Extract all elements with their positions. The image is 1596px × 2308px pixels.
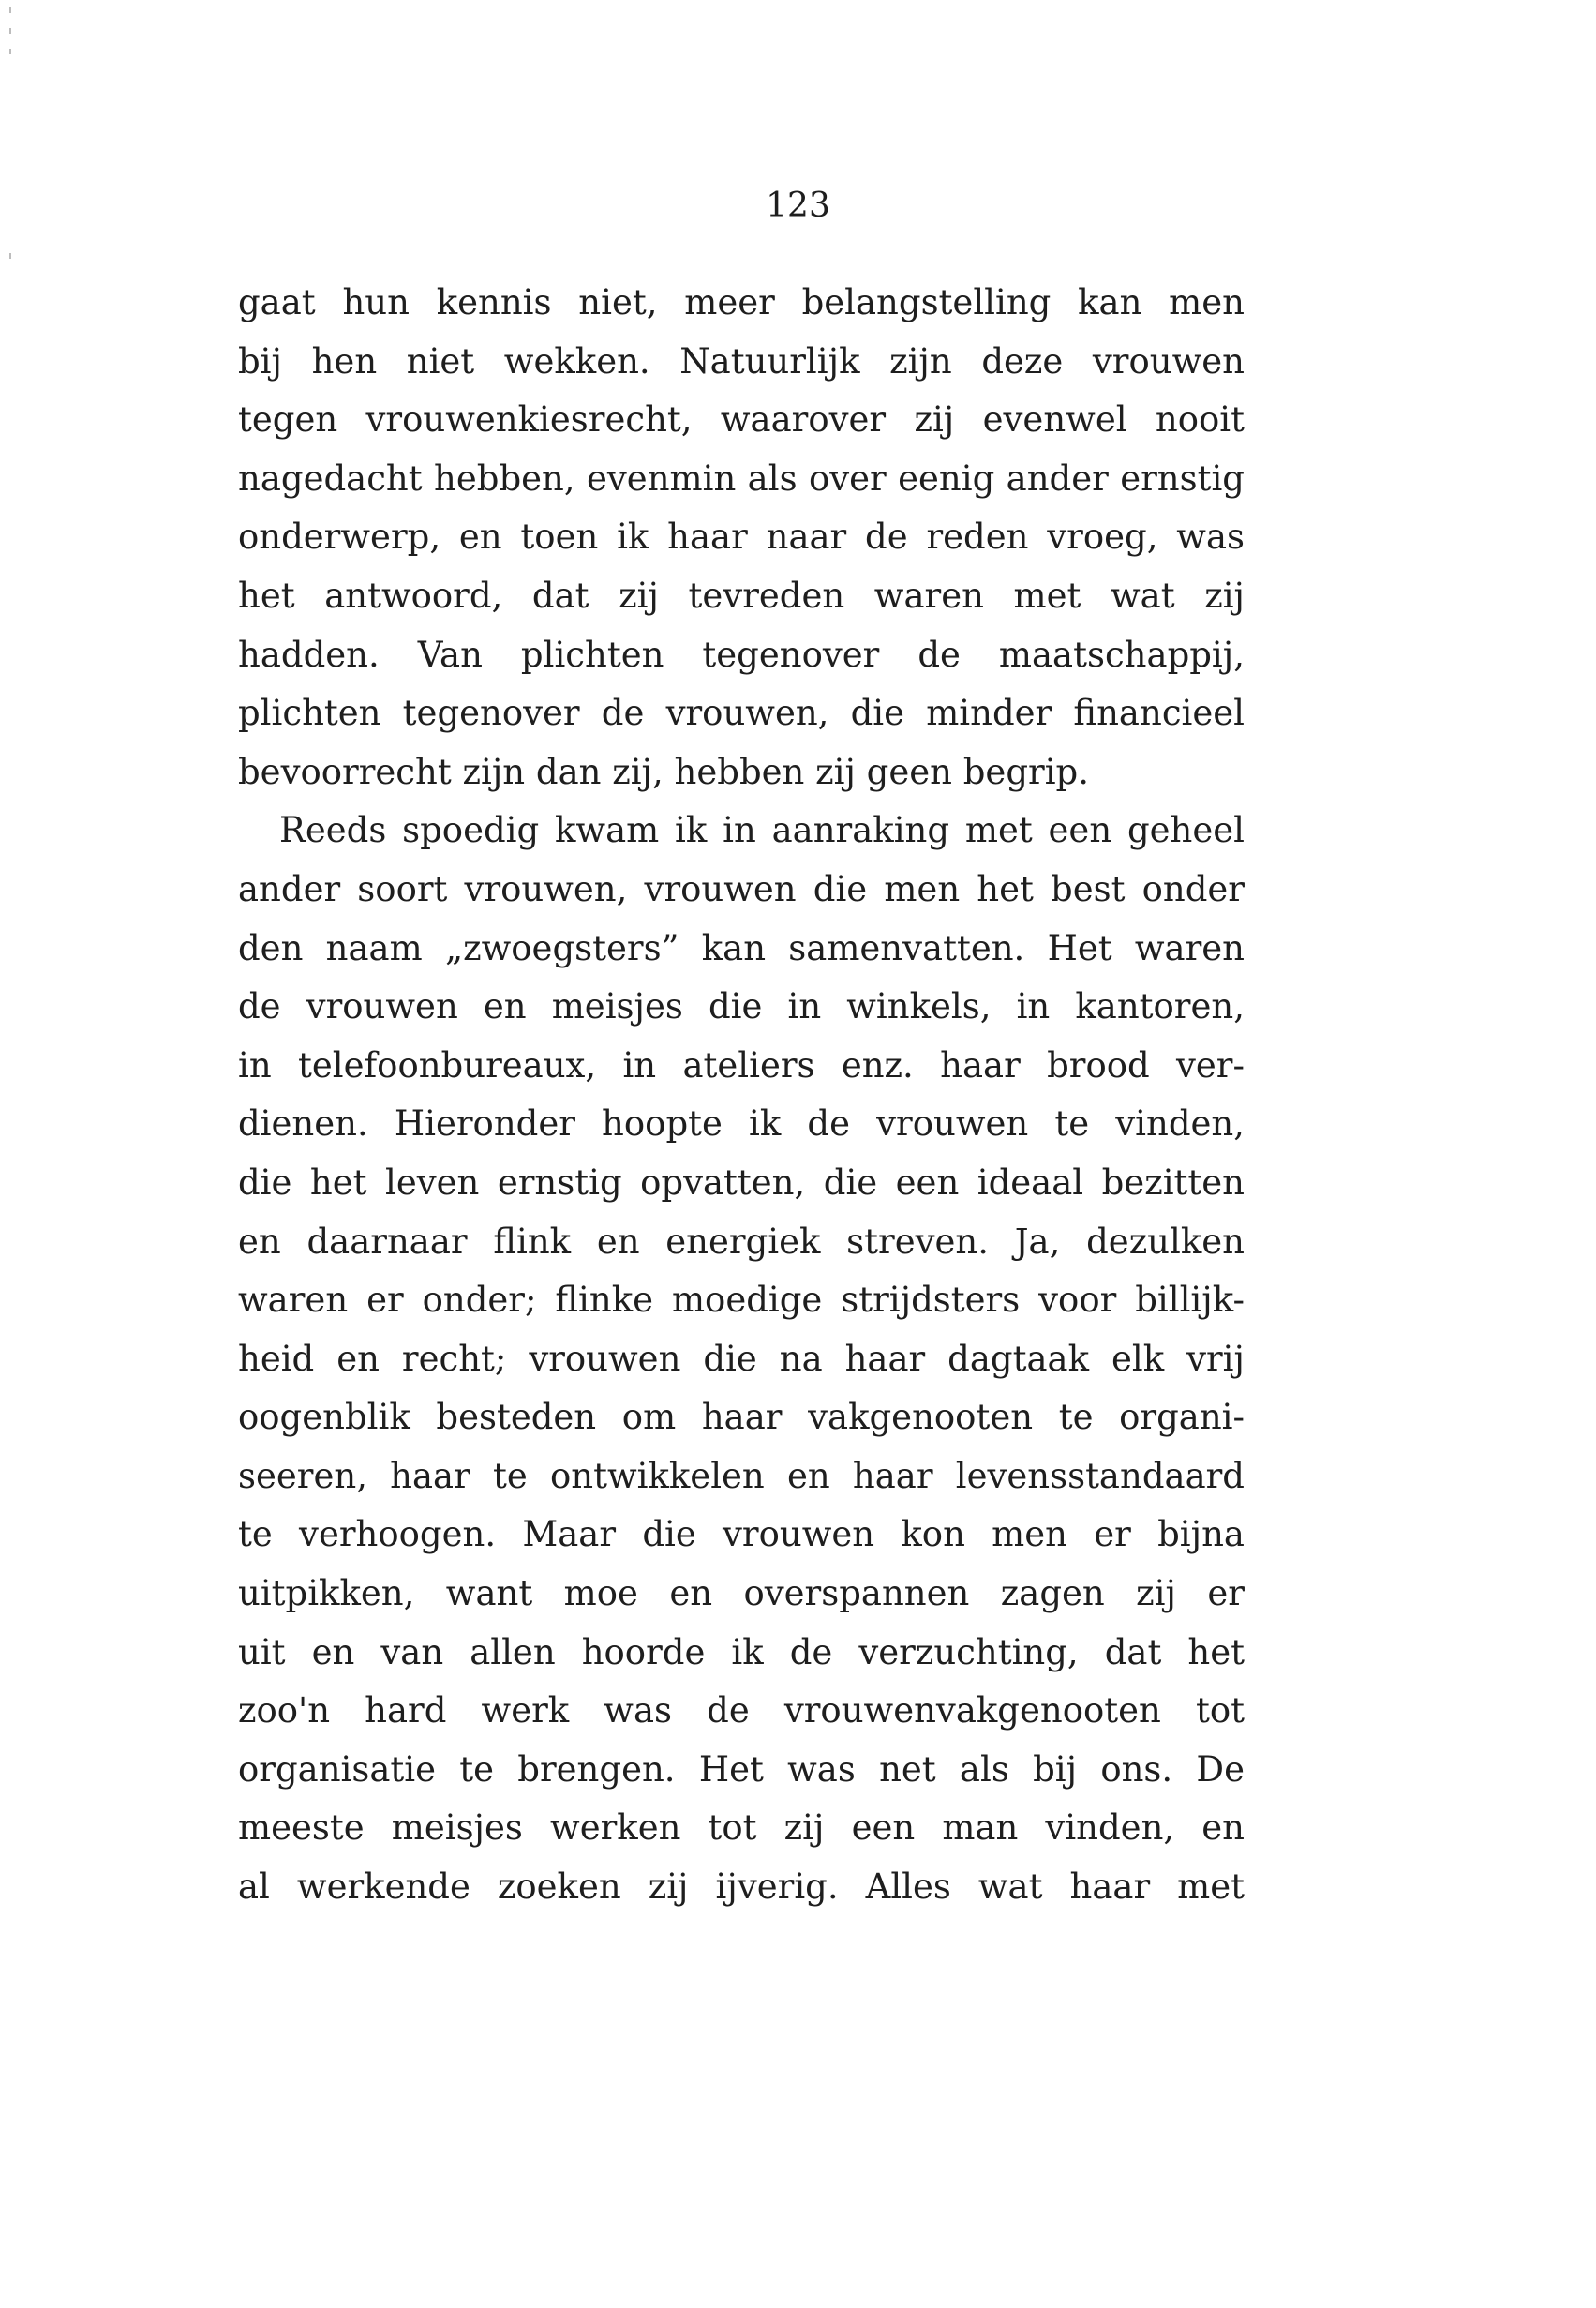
text-line: uit en van allen hoorde ik de verzuchting, dat het — [238, 1631, 1245, 1672]
text-line: bij hen niet wekken. Natuurlijk zijn deze vrouwen — [238, 340, 1245, 382]
paragraph-2 — [238, 802, 1245, 1916]
text-line: te verhoogen. Maar die vrouwen kon men er bijna — [238, 1514, 1245, 1555]
text-line: heid en recht; vrouwen die na haar dagtaak elk vrij — [238, 1338, 1245, 1379]
text-line: hadden. Van plichten tegenover de maatschappij, — [238, 634, 1245, 675]
text-line: de vrouwen en meisjes die in winkels, in kantoren, — [238, 986, 1245, 1027]
scan-speck — [9, 7, 11, 13]
text-line: het antwoord, dat zij tevreden waren met wat zij — [238, 575, 1245, 616]
text-line: onderwerp, en toen ik haar naar de reden vroeg, was — [238, 517, 1245, 558]
text-line: waren er onder; flinke moedige strijdsters voor billijk- — [238, 1280, 1245, 1321]
text-line: nagedacht hebben, evenmin als over eenig ander ernstig — [238, 457, 1245, 499]
text-line: tegen vrouwenkiesrecht, waarover zij evenwel nooit — [238, 399, 1245, 441]
paragraph-1 — [238, 274, 1245, 802]
scan-speck — [9, 28, 11, 34]
text-line: die het leven ernstig opvatten, die een ideaal bezitten — [238, 1161, 1245, 1203]
text-line: den naam „zwoegsters” kan samenvatten. Het waren — [238, 927, 1245, 968]
text-line: zoo'n hard werk was de vrouwenvakgenooten tot — [238, 1690, 1245, 1731]
text-line: in telefoonbureaux, in ateliers enz. haar brood ver- — [238, 1044, 1245, 1086]
text-line: ander soort vrouwen, vrouwen die men het best onder — [238, 868, 1245, 909]
scan-speck — [9, 49, 11, 54]
scan-speck — [9, 253, 11, 259]
text-line: al werkende zoeken zij ijverig. Alles wat haar met — [238, 1866, 1245, 1908]
text-line: Reeds spoedig kwam ik in aanraking met een geheel — [279, 810, 1245, 851]
text-line: gaat hun kennis niet, meer belangstelling kan men — [238, 282, 1245, 322]
page-number: 123 — [766, 187, 830, 225]
body-text — [238, 274, 1245, 1917]
scan-margin-marks — [9, 0, 13, 281]
text-line: organisatie te brengen. Het was net als bij ons. De — [238, 1748, 1245, 1790]
text-line: seeren, haar te ontwikkelen en haar levensstandaard — [238, 1455, 1245, 1496]
text-line: en daarnaar flink en energiek streven. Ja, dezulken — [238, 1221, 1245, 1262]
text-line: dienen. Hieronder hoopte ik de vrouwen te vinden, — [238, 1103, 1245, 1145]
text-line: plichten tegenover de vrouwen, die minder financieel — [238, 693, 1245, 734]
text-line: bevoorrecht zijn dan zij, hebben zij geen begrip. — [238, 751, 1089, 792]
text-line: meeste meisjes werken tot zij een man vinden, en — [238, 1807, 1245, 1849]
text-line: uitpikken, want moe en overspannen zagen zij er — [238, 1573, 1245, 1614]
text-line: oogenblik besteden om haar vakgenooten te organi- — [238, 1397, 1245, 1438]
